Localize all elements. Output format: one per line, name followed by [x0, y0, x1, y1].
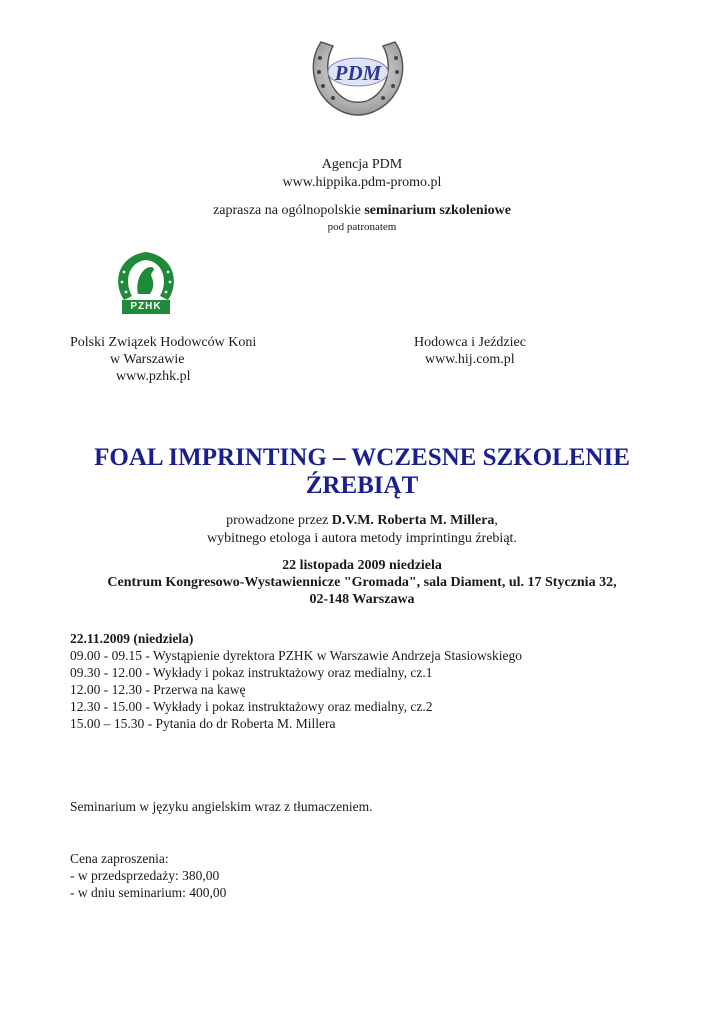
price-presale: - w przedsprzedaży: 380,00 — [70, 868, 220, 883]
lecturer-name: D.V.M. Roberta M. Millera — [331, 513, 495, 528]
patron-right-name: Hodowca i Jeździec — [414, 335, 526, 350]
invitation-bold: seminarium szkoleniowe — [364, 203, 511, 218]
patron-left-url[interactable]: www.pzhk.pl — [116, 369, 191, 384]
event-postal: 02-148 Warszawa — [309, 592, 415, 607]
agency-url[interactable]: www.hippika.pdm-promo.pl — [282, 175, 442, 190]
patron-left-city: w Warszawie — [110, 352, 185, 367]
language-note: Seminarium w języku angielskim wraz z tłumaczeniem. — [70, 799, 373, 814]
price-heading: Cena zaproszenia: — [70, 851, 169, 866]
invitation-prefix: zaprasza na ogólnopolskie — [213, 203, 365, 218]
schedule-item: 12.30 - 15.00 - Wykłady i pokaz instruktażowy oraz medialny, cz.2 — [70, 699, 433, 714]
patron-right-url[interactable]: www.hij.com.pl — [425, 352, 515, 367]
event-title-line1: FOAL IMPRINTING – WCZESNE SZKOLENIE — [94, 444, 630, 471]
patron-left-name: Polski Związek Hodowców Koni — [70, 335, 257, 350]
schedule-item: 09.00 - 09.15 - Wystąpienie dyrektora PZHK w Warszawie Andrzeja Stasiowskiego — [70, 648, 522, 663]
patronage-label: pod patronatem — [327, 221, 397, 233]
event-title-line2: ŹREBIĄT — [305, 472, 419, 499]
schedule-item: 09.30 - 12.00 - Wykłady i pokaz instruktażowy oraz medialny, cz.1 — [70, 665, 433, 680]
pzhk-logo-text: PZHK — [130, 301, 162, 312]
lecturer-line — [0, 512, 724, 529]
price-block — [70, 850, 226, 901]
pdm-logo-text: PDM — [334, 61, 382, 85]
event-venue: Centrum Kongresowo-Wystawiennicze "Gromada", sala Diament, ul. 17 Stycznia 32, — [107, 575, 617, 590]
schedule-item: 12.00 - 12.30 - Przerwa na kawę — [70, 682, 246, 697]
pdm-logo — [303, 28, 413, 120]
schedule-heading: 22.11.2009 (niedziela) — [70, 631, 194, 646]
price-onsite: - w dniu seminarium: 400,00 — [70, 885, 227, 900]
event-date: 22 listopada 2009 niedziela — [282, 558, 442, 573]
lecturer-prefix: prowadzone przez — [226, 513, 332, 528]
agency-name: Agencja PDM — [321, 157, 403, 172]
invitation-line — [0, 202, 724, 219]
lecturer-description: wybitnego etologa i autora metody imprintingu źrebiąt. — [207, 531, 517, 546]
pzhk-logo — [114, 248, 178, 318]
lecturer-suffix: , — [494, 513, 498, 528]
schedule-item: 15.00 – 15.30 - Pytania do dr Roberta M. Millera — [70, 716, 336, 731]
schedule — [70, 630, 522, 732]
